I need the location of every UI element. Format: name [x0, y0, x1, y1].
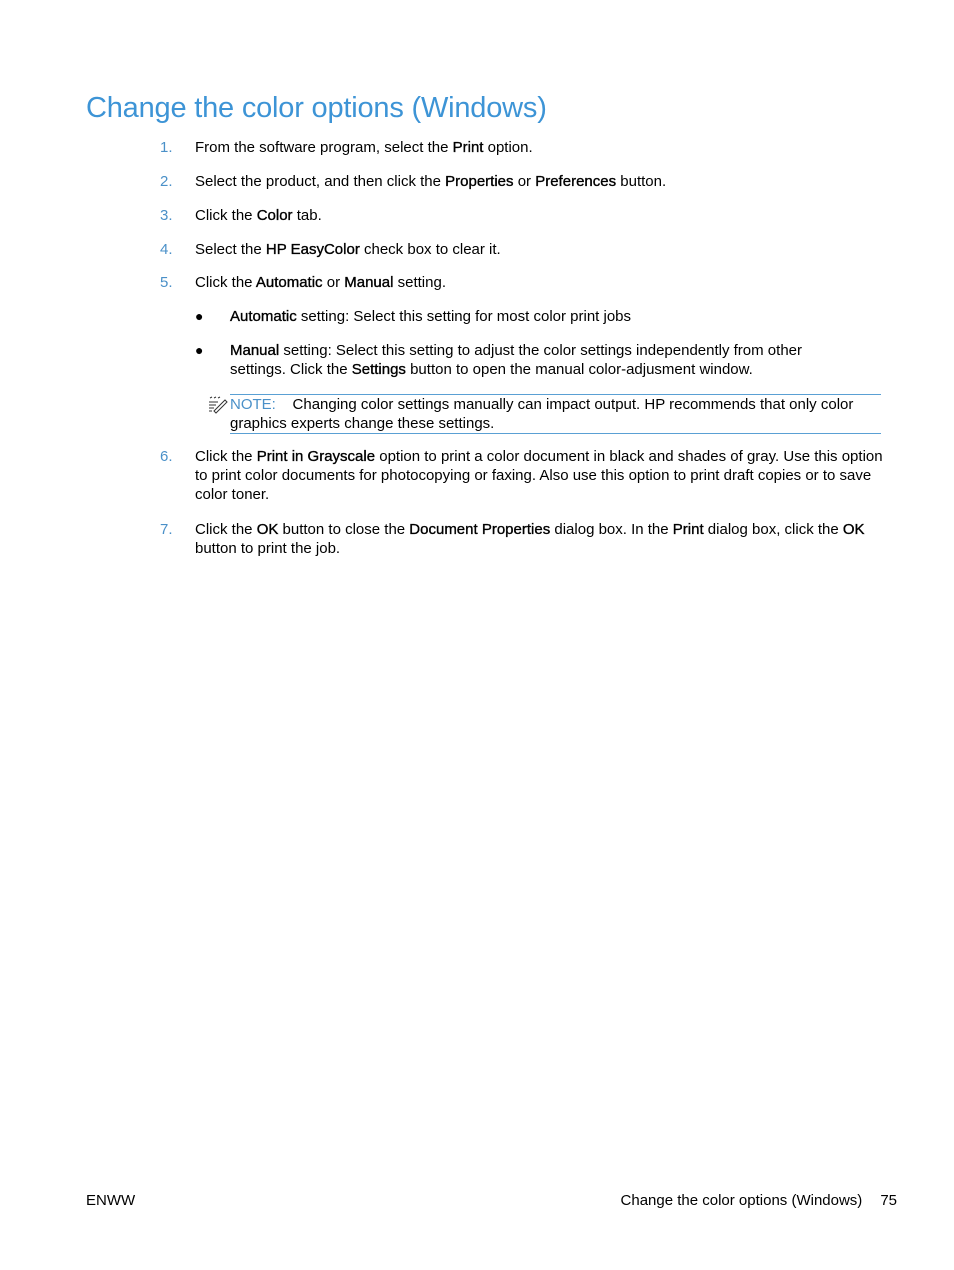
text-run: Select the product, and then click the [195, 173, 446, 190]
text-run: tab. [292, 207, 322, 224]
ui-term-print: Print [672, 521, 704, 538]
bullet-text [230, 341, 855, 379]
ui-term-manual: Manual [230, 342, 280, 359]
step-text [195, 172, 885, 191]
page-number: 75 [880, 1192, 897, 1209]
text-run: button to open the manual color-adjusment window. [405, 361, 753, 378]
text-run: option. [483, 139, 533, 156]
ui-term-document-properties: Document Properties [409, 521, 551, 538]
ui-term-automatic: Automatic [230, 308, 297, 325]
text-run: Click the [195, 521, 257, 538]
step-text [195, 138, 885, 157]
text-run: From the software program, select the [195, 139, 453, 156]
text-run: setting: Select this setting for most color print jobs [296, 308, 632, 325]
ui-term-hp-easycolor: HP EasyColor [265, 241, 360, 258]
text-run: dialog box, click the [703, 521, 843, 538]
text-run: button. [616, 173, 667, 190]
footer-right [621, 1191, 897, 1210]
step-number: 7. [160, 521, 173, 538]
text-run: dialog box. In the [550, 521, 673, 538]
text-run: Click the [195, 274, 256, 291]
bullet-text [230, 307, 855, 326]
note-body: Changing color settings manually can impact output. HP recommends that only color graphics experts change these settings. [230, 396, 854, 432]
step-number: 5. [160, 274, 173, 291]
footer-section-title: Change the color options (Windows) [620, 1192, 863, 1209]
text-run: button to close the [278, 521, 410, 538]
step-text [195, 240, 885, 259]
ui-term-ok: OK [256, 521, 279, 538]
step-text [195, 273, 885, 292]
text-run: Click the [195, 448, 257, 465]
ui-term-print-in-grayscale: Print in Grayscale [256, 448, 376, 465]
note-pencil-icon [208, 396, 228, 414]
note-box [230, 394, 881, 434]
text-run: check box to clear it. [359, 241, 501, 258]
step-number: 1. [160, 139, 173, 156]
ui-term-properties: Properties [445, 173, 514, 190]
step-text [195, 520, 885, 558]
text-run: Select the [195, 241, 266, 258]
step-text [195, 447, 885, 504]
text-run: Click the [195, 207, 257, 224]
step-number: 2. [160, 173, 173, 190]
text-run: setting: Select this setting to adjust the color settings independently from other settings. Click the [230, 342, 802, 378]
ui-term-automatic: Automatic [255, 274, 323, 291]
step-number: 3. [160, 207, 173, 224]
text-run: or [322, 274, 345, 291]
text-run: option to print a color document in black and shades of gray. Use this option to print color documents for photocopying or faxing. Also use this option to print draft copies or to save color toner. [195, 448, 883, 503]
ui-term-settings: Settings [351, 361, 406, 378]
ui-term-preferences: Preferences [535, 173, 617, 190]
step-number: 6. [160, 448, 173, 465]
text-run: or [513, 173, 536, 190]
step-number: 4. [160, 241, 173, 258]
ui-term-manual: Manual [344, 274, 394, 291]
note-text [230, 395, 870, 433]
ui-term-print: Print [452, 139, 484, 156]
note-label: NOTE: [230, 396, 276, 413]
footer-locale: ENWW [86, 1192, 136, 1209]
step-text [195, 206, 885, 225]
ui-term-ok: OK [842, 521, 865, 538]
text-run: setting. [393, 274, 446, 291]
bullet-dot: ● [195, 342, 204, 358]
bullet-dot: ● [195, 308, 204, 324]
text-run: button to print the job. [195, 540, 341, 557]
page-title: Change the color options (Windows) [86, 92, 547, 124]
ui-term-color: Color [256, 207, 293, 224]
